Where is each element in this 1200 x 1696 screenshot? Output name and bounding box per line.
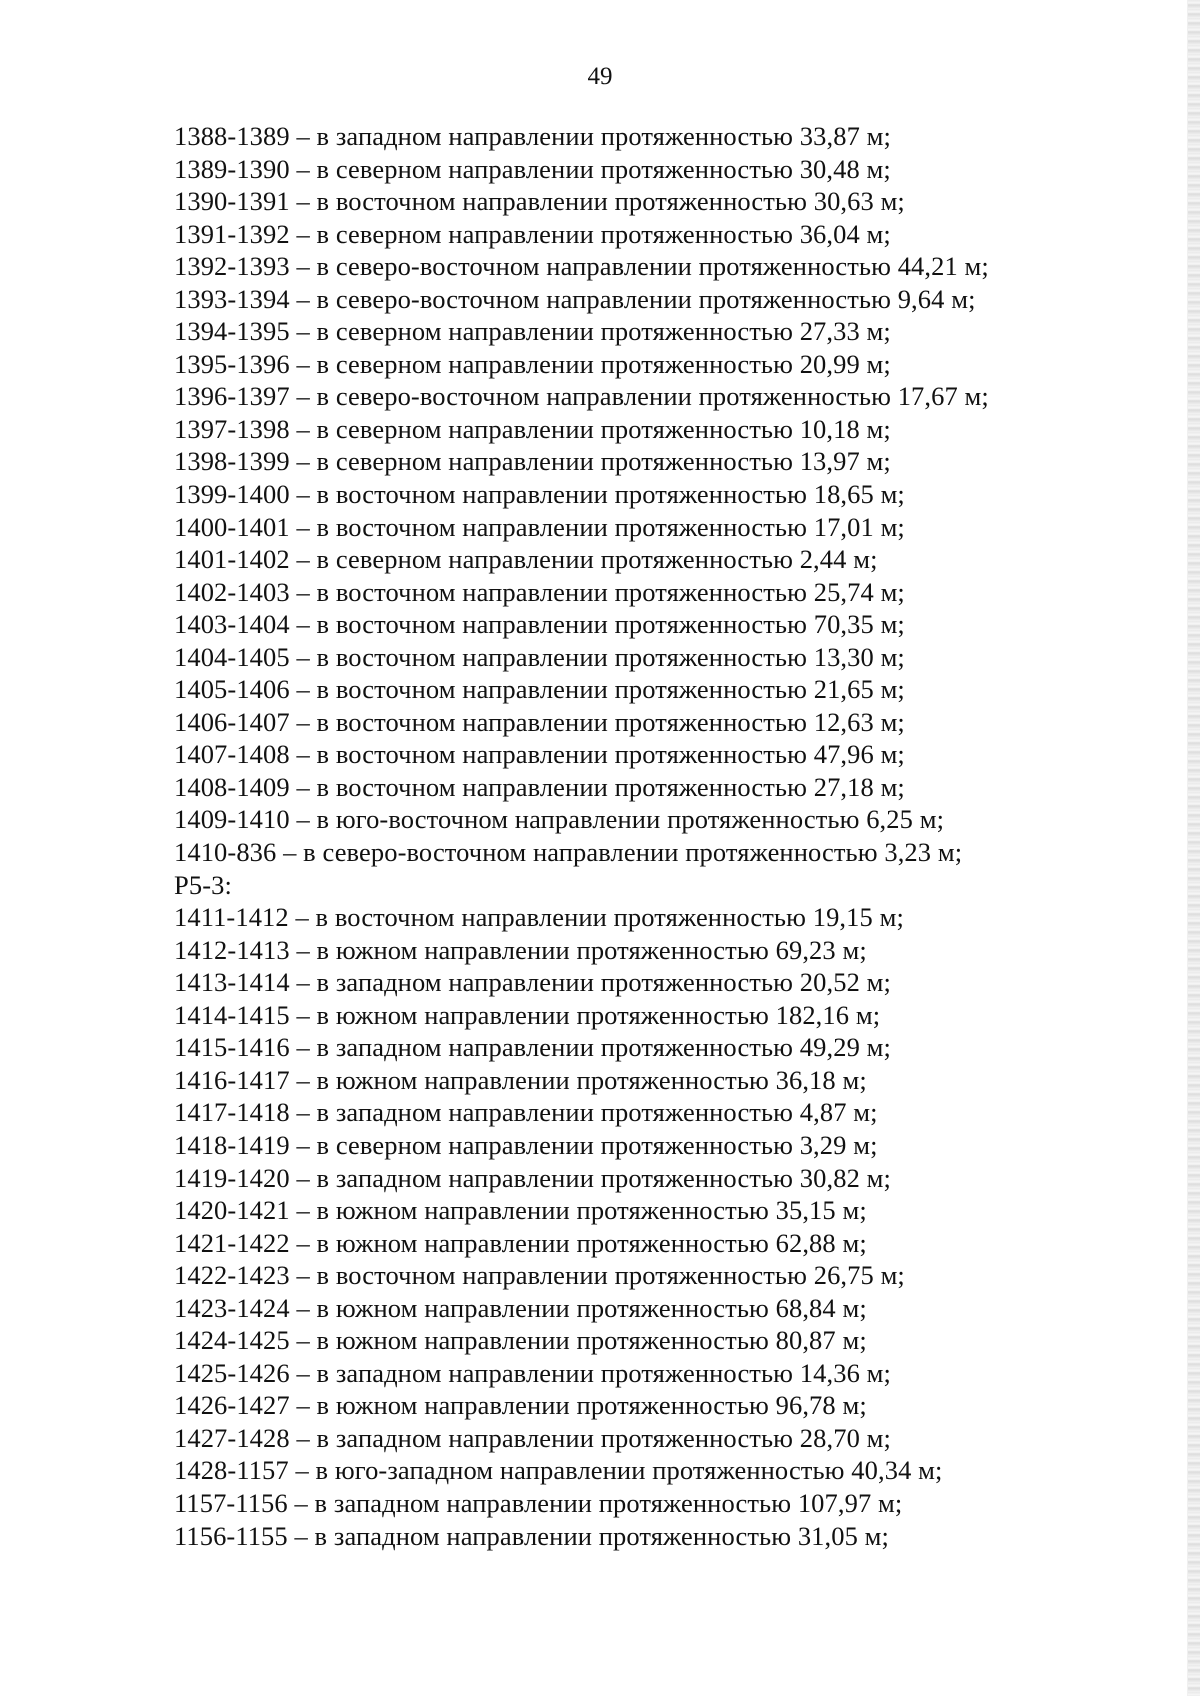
boundary-segment-line: 1388-1389 – в западном направлении протяженностью 33,87 м; [174,121,891,151]
boundary-segment-line: 1396-1397 – в северо-восточном направлении протяженностью 17,67 м; [174,381,989,412]
boundary-segment-line: 1400-1401 – в восточном направлении протяженностью 17,01 м; [174,511,905,542]
boundary-segment-line: 1392-1393 – в северо-восточном направлении протяженностью 44,21 м; [174,251,989,282]
boundary-segment-line: 1412-1413 – в южном направлении протяженностью 69,23 м; [174,934,867,965]
boundary-segment-line: 1411-1412 – в восточном направлении протяженностью 19,15 м; [174,902,904,933]
boundary-segment-line: 1391-1392 – в северном направлении протяженностью 36,04 м; [174,218,891,249]
boundary-segment-line: 1401-1402 – в северном направлении протяженностью 2,44 м; [174,544,878,575]
boundary-segment-line: 1420-1421 – в южном направлении протяженностью 35,15 м; [174,1195,867,1226]
boundary-segment-line: 1426-1427 – в южном направлении протяженностью 96,78 м; [174,1390,867,1421]
boundary-segment-line: 1423-1424 – в южном направлении протяженностью 68,84 м; [174,1292,867,1323]
boundary-segment-line: 1404-1405 – в восточном направлении протяженностью 13,30 м; [174,641,905,672]
boundary-segment-line: 1421-1422 – в южном направлении протяженностью 62,88 м; [174,1227,867,1258]
boundary-segment-line: 1410-836 – в северо-восточном направлении протяженностью 3,23 м; [174,837,963,868]
boundary-segment-line: 1418-1419 – в северном направлении протяженностью 3,29 м; [174,1129,878,1160]
boundary-segment-line: 1428-1157 – в юго-западном направлении протяженностью 40,34 м; [174,1455,943,1486]
boundary-description-list [174,120,1114,1552]
boundary-segment-line: 1389-1390 – в северном направлении протяженностью 30,48 м; [174,153,891,184]
boundary-segment-line: 1393-1394 – в северо-восточном направлении протяженностью 9,64 м; [174,283,976,314]
boundary-segment-line: 1390-1391 – в восточном направлении протяженностью 30,63 м; [174,186,905,217]
boundary-segment-line: 1419-1420 – в западном направлении протяженностью 30,82 м; [174,1162,891,1193]
boundary-segment-line: 1407-1408 – в восточном направлении протяженностью 47,96 м; [174,739,905,770]
boundary-segment-line: 1399-1400 – в восточном направлении протяженностью 18,65 м; [174,479,905,510]
boundary-segment-line: 1409-1410 – в юго-восточном направлении протяженностью 6,25 м; [174,804,945,835]
section-heading: Р5-3: [174,869,232,900]
boundary-segment-line: 1415-1416 – в западном направлении протяженностью 49,29 м; [174,1032,891,1063]
boundary-segment-line: 1156-1155 – в западном направлении протяженностью 31,05 м; [174,1520,890,1551]
boundary-segment-line: 1424-1425 – в южном направлении протяженностью 80,87 м; [174,1325,867,1356]
boundary-segment-line: 1397-1398 – в северном направлении протяженностью 10,18 м; [174,413,891,444]
boundary-segment-line: 1157-1156 – в западном направлении протяженностью 107,97 м; [174,1487,903,1518]
boundary-segment-line: 1402-1403 – в восточном направлении протяженностью 25,74 м; [174,576,905,607]
boundary-segment-line: 1414-1415 – в южном направлении протяженностью 182,16 м; [174,999,881,1030]
boundary-segment-line: 1405-1406 – в восточном направлении протяженностью 21,65 м; [174,674,905,705]
boundary-segment-line: 1408-1409 – в восточном направлении протяженностью 27,18 м; [174,771,905,802]
page-number: 49 [587,63,613,90]
boundary-segment-line: 1406-1407 – в восточном направлении протяженностью 12,63 м; [174,706,905,737]
boundary-segment-line: 1416-1417 – в южном направлении протяженностью 36,18 м; [174,1064,867,1095]
boundary-segment-line: 1394-1395 – в северном направлении протяженностью 27,33 м; [174,316,891,347]
boundary-segment-line: 1427-1428 – в западном направлении протяженностью 28,70 м; [174,1422,891,1453]
boundary-segment-line: 1395-1396 – в северном направлении протяженностью 20,99 м; [174,348,891,379]
boundary-segment-line: 1398-1399 – в северном направлении протяженностью 13,97 м; [174,446,891,477]
boundary-segment-line: 1425-1426 – в западном направлении протяженностью 14,36 м; [174,1357,891,1388]
boundary-segment-line: 1422-1423 – в восточном направлении протяженностью 26,75 м; [174,1260,905,1291]
scan-edge [1187,0,1200,1696]
boundary-segment-line: 1403-1404 – в восточном направлении протяженностью 70,35 м; [174,609,905,640]
boundary-segment-line: 1413-1414 – в западном направлении протяженностью 20,52 м; [174,967,891,998]
boundary-segment-line: 1417-1418 – в западном направлении протяженностью 4,87 м; [174,1097,878,1128]
